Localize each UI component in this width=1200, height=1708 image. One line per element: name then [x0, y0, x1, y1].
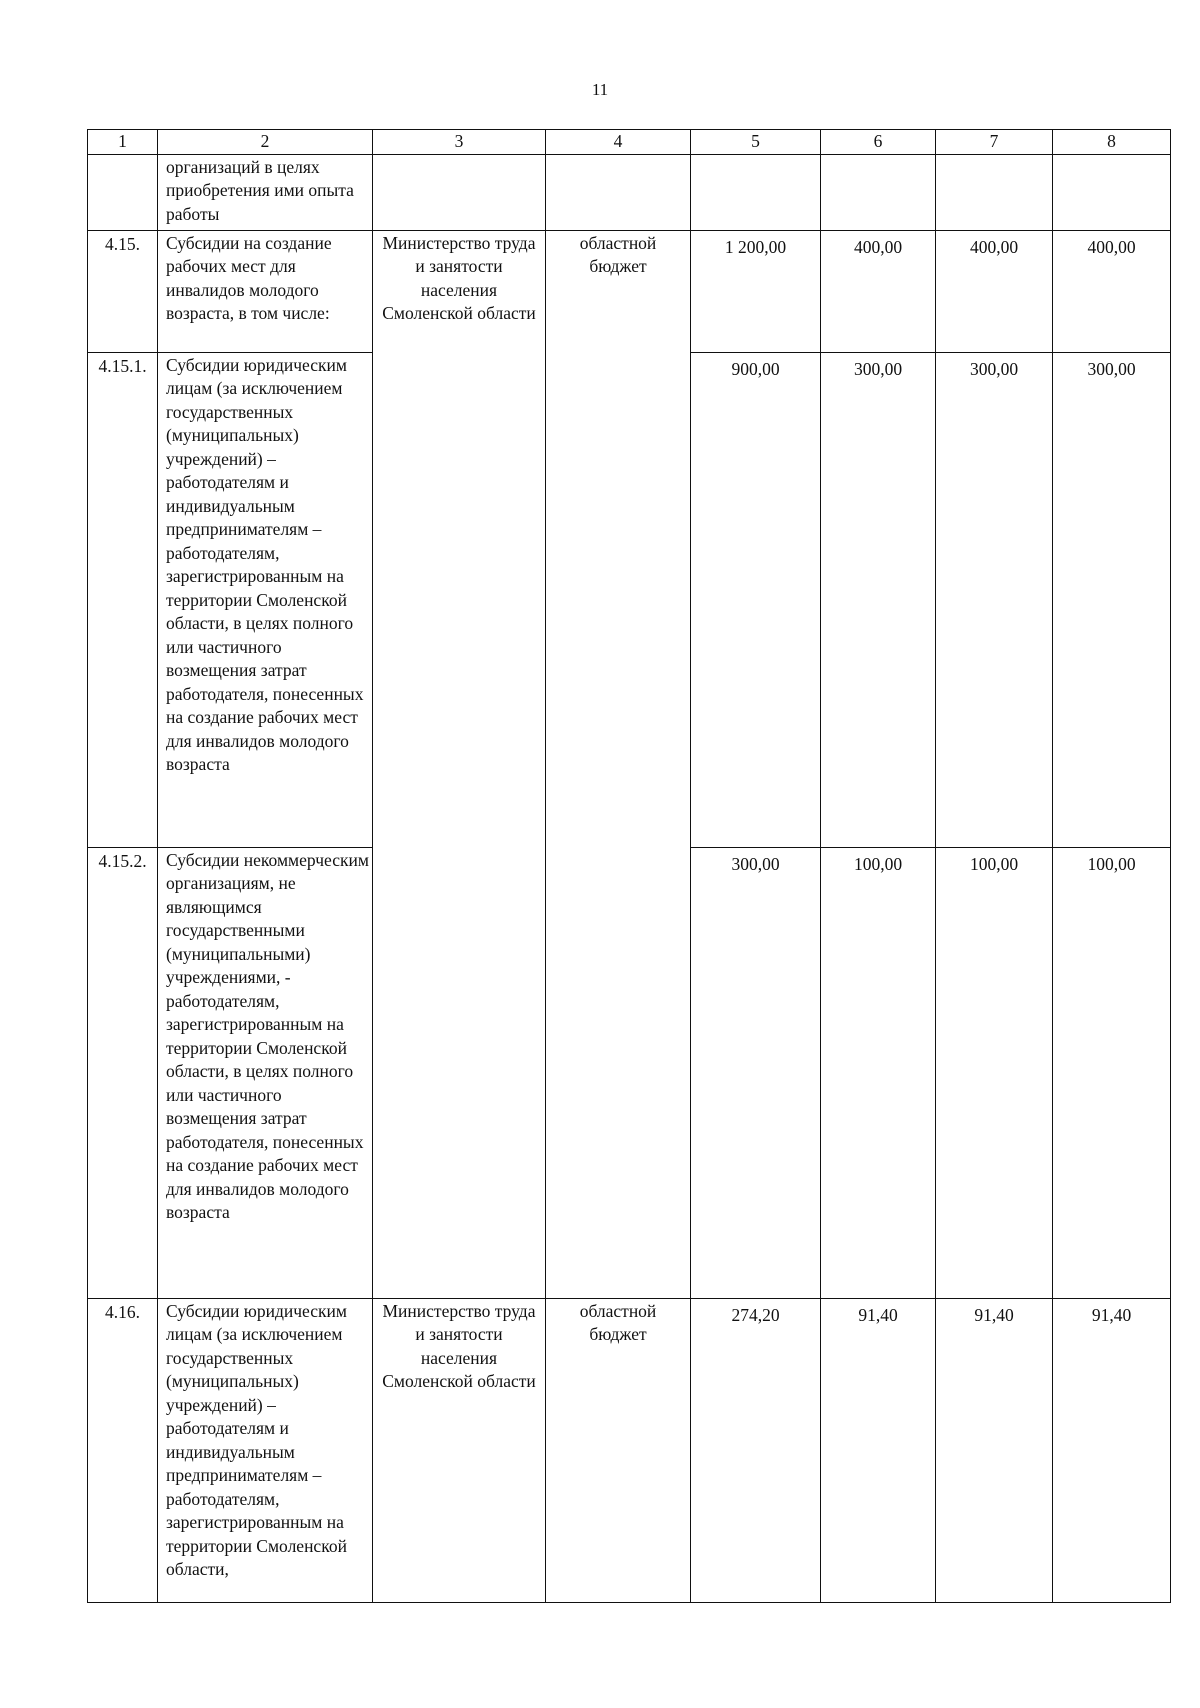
row-value-col8	[1053, 154, 1171, 230]
row-number	[88, 154, 158, 230]
column-header: 2	[158, 130, 373, 155]
column-header: 1	[88, 130, 158, 155]
row-value-col8: 300,00	[1053, 352, 1171, 847]
row-value-col8: 400,00	[1053, 230, 1171, 352]
row-number: 4.15.1.	[88, 352, 158, 847]
table-row	[88, 230, 1171, 352]
page-number: 11	[591, 80, 609, 99]
column-header: 6	[821, 130, 936, 155]
row-value-col8: 100,00	[1053, 847, 1171, 1298]
row-value-col7: 91,40	[936, 1298, 1053, 1602]
row-value-col6: 400,00	[821, 230, 936, 352]
row-value-col5	[691, 154, 821, 230]
row-funding-source: областной бюджет	[546, 230, 691, 1298]
row-value-col5: 900,00	[691, 352, 821, 847]
row-description: Субсидии юридическим лицам (за исключением государственных (муниципальных) учреждений) – работодателям и индивидуальным предпринимателям – работодателям, зарегистрированным на территории Смоленской области,	[158, 1298, 373, 1602]
row-value-col8: 91,40	[1053, 1298, 1171, 1602]
row-executor: Министерство труда и занятости населения Смоленской области	[373, 1298, 546, 1602]
column-header: 7	[936, 130, 1053, 155]
column-header: 5	[691, 130, 821, 155]
row-funding-source	[546, 154, 691, 230]
row-value-col6: 100,00	[821, 847, 936, 1298]
program-table	[87, 129, 1171, 1603]
row-value-col6: 300,00	[821, 352, 936, 847]
row-value-col7	[936, 154, 1053, 230]
row-value-col5: 300,00	[691, 847, 821, 1298]
row-description: Субсидии некоммерческим организациям, не являющимся государственными (муниципальными) учреждениями, - работодателям, зарегистрированным на территории Смоленской области, в целях полного или частичного возмещения затрат работодателя, понесенных на создание рабочих мест для инвалидов молодого возраста	[158, 847, 373, 1298]
row-executor: Министерство труда и занятости населения Смоленской области	[373, 230, 546, 1298]
row-number: 4.16.	[88, 1298, 158, 1602]
row-value-col5: 1 200,00	[691, 230, 821, 352]
row-value-col6: 91,40	[821, 1298, 936, 1602]
table-row	[88, 1298, 1171, 1602]
row-value-col7: 100,00	[936, 847, 1053, 1298]
row-description: Субсидии на создание рабочих мест для инвалидов молодого возраста, в том числе:	[158, 230, 373, 352]
row-description: организаций в целях приобретения ими опыта работы	[158, 154, 373, 230]
row-value-col5: 274,20	[691, 1298, 821, 1602]
row-value-col6	[821, 154, 936, 230]
row-value-col7: 400,00	[936, 230, 1053, 352]
row-executor	[373, 154, 546, 230]
row-number: 4.15.	[88, 230, 158, 352]
table-row	[88, 154, 1171, 230]
row-description: Субсидии юридическим лицам (за исключением государственных (муниципальных) учреждений) – работодателям и индивидуальным предпринимателям – работодателям, зарегистрированным на территории Смоленской области, в целях полного или частичного возмещения затрат работодателя, понесенных на создание рабочих мест для инвалидов молодого возраста	[158, 352, 373, 847]
column-header: 4	[546, 130, 691, 155]
row-funding-source: областной бюджет	[546, 1298, 691, 1602]
row-number: 4.15.2.	[88, 847, 158, 1298]
column-header: 3	[373, 130, 546, 155]
row-value-col7: 300,00	[936, 352, 1053, 847]
header-row	[88, 130, 1171, 155]
column-header: 8	[1053, 130, 1171, 155]
